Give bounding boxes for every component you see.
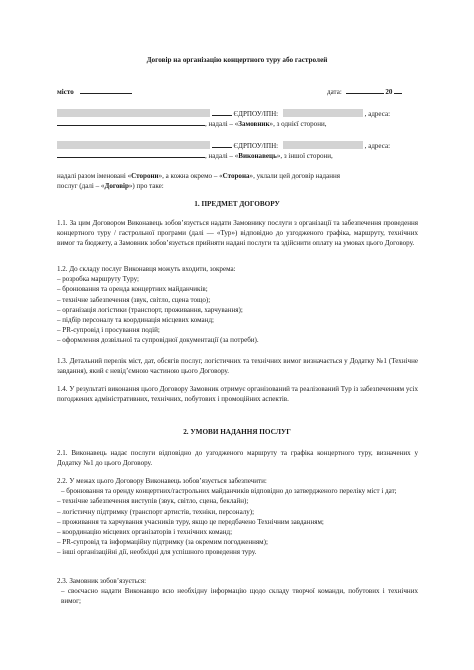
- date-label: дата:: [327, 88, 342, 96]
- list-item: – технічне забезпечення (звук, світло, сцена тощо);: [57, 295, 211, 304]
- list-item: – інші організаційні дії, необхідні для успішного проведення туру.: [57, 548, 257, 557]
- party1-line2: [57, 119, 418, 129]
- section2-heading: 2. УМОВИ НАДАННЯ ПОСЛУГ: [183, 428, 291, 436]
- list-item: – PR-супровід і просування подій;: [57, 326, 160, 335]
- party2-edrpou-label: ЄДРПОУ/ІПН:: [233, 142, 279, 150]
- date-day-blank: [346, 93, 384, 94]
- party2-address-label: адреса:: [368, 142, 391, 150]
- section2-p2-lead: 2.2. У межах цього Договору Виконавець зобов’язується забезпечити:: [57, 477, 267, 485]
- party2-line2: [57, 151, 418, 161]
- section2-p1: 2.1. Виконавець надає послуги відповідно до узгодженого маршруту та графіка концертного туру, визначених у Додатку №1 до цього Договору.: [57, 449, 418, 468]
- list-item: – бронювання та оренда концертних майданчиків;: [57, 285, 208, 294]
- party1-referred: , надалі – «: [205, 120, 239, 128]
- document-title: Договір на організацію концертного туру або гастролей: [146, 56, 328, 64]
- section1-p1: 1.1. За цим Договором Виконавець зобов’язується надати Замовнику послуги з організації та забезпечення проведення концертного туру / гастрольної програми (далі — «Тур») відповідно до узгодженого графіка, маршруту, технічних вимог та бюджету, а Замовник зобов’язується прийняти надані послуги та здійснити оплату на умовах цього Договору.: [57, 219, 418, 248]
- list-item: – оформлення дозвільної та супровідної документації (за потреби).: [57, 336, 259, 345]
- party1-address-underline: [57, 125, 205, 126]
- party1-address-label: адреса:: [368, 110, 391, 118]
- party2-name-underline: [212, 147, 232, 148]
- party2-tail: », з іншої сторони,: [276, 152, 333, 160]
- city-date-row: [57, 87, 418, 97]
- party2-line1: ЄДРПОУ/ІПН: , адреса:: [57, 141, 418, 151]
- list-item: – технічне забезпечення виступів (звук, світло, сцена, беклайн);: [57, 497, 249, 506]
- party1-line1: ЄДРПОУ/ІПН: , адреса:: [57, 109, 418, 119]
- city-label: місто: [57, 88, 74, 96]
- party1-name-underline: [212, 115, 232, 116]
- section1-p4: 1.4. У результаті виконання цього Договору Замовник отримує організований та реалізований Тур із забезпеченням усіх погоджених адміністративних, технічних, побутових і промоційних аспектів.: [57, 385, 418, 404]
- party1-edrpou-label: ЄДРПОУ/ІПН:: [233, 110, 279, 118]
- term-contract: Договір: [104, 182, 129, 191]
- party2-name-field: [57, 141, 210, 149]
- section1-p2: [57, 264, 418, 346]
- section1-p3: 1.3. Детальний перелік міст, дат, обсягів послуг, логістичних та технічних вимог визначається у Додатку №1 (Технічне завдання), який є невід’ємною частиною цього Договору.: [57, 357, 418, 376]
- list-item: – логістичну підтримку (транспорт артистів, техніки, персоналу);: [57, 507, 255, 516]
- party2-address-underline: [57, 157, 205, 158]
- party1-name-field: [57, 109, 210, 117]
- party2-role: Виконавець: [238, 152, 277, 160]
- term-party: Сторона: [222, 172, 250, 180]
- list-item: – бронювання та оренду концертних/гастрольних майданчиків відповідно до затвердженого переліку міст і дат;: [61, 487, 397, 496]
- intro-paragraph: надалі разом іменовані «Сторони», а кожна окремо – «Сторона», уклали цей договір надання послуг (далі – «Договір») про таке:: [57, 172, 341, 191]
- party1-tail: », з однієї сторони,: [269, 120, 327, 128]
- term-parties: Сторони: [131, 172, 159, 180]
- year-blank: [394, 93, 402, 94]
- list-item: – розробка маршруту Туру;: [57, 275, 139, 284]
- party1-edrpou-field: [283, 109, 363, 117]
- section2-p3-lead: 2.3. Замовник зобов’язується:: [57, 577, 147, 585]
- city-blank: [80, 93, 132, 94]
- year-prefix: 20: [385, 88, 393, 96]
- list-item: – координацію місцевих організаторів і технічних команд;: [57, 528, 233, 537]
- list-item: – проживання та харчування учасників туру, якщо це передбачено Технічним завданням;: [57, 517, 324, 526]
- list-item: – PR-супровід та інформаційну підтримку (за окремим погодженням);: [57, 538, 268, 547]
- list-item: – підбір персоналу та координація місцевих команд;: [57, 316, 214, 325]
- section2-p3: [57, 576, 418, 607]
- section2-p2: [57, 476, 418, 558]
- section1-p2-lead: 1.2. До складу послуг Виконавця можуть входити, зокрема:: [57, 265, 236, 273]
- section1-heading: 1. ПРЕДМЕТ ДОГОВОРУ: [194, 200, 280, 208]
- list-item: – організація логістики (транспорт, проживання, харчування);: [57, 305, 243, 314]
- party2-referred: , надалі – «: [205, 152, 239, 160]
- party2-edrpou-field: [283, 141, 363, 149]
- party1-role: Замовник: [238, 120, 270, 128]
- list-item: – своєчасно надати Виконавцю всю необхідну інформацію щодо складу творчої команди, побутових і технічних вимог;: [61, 587, 418, 606]
